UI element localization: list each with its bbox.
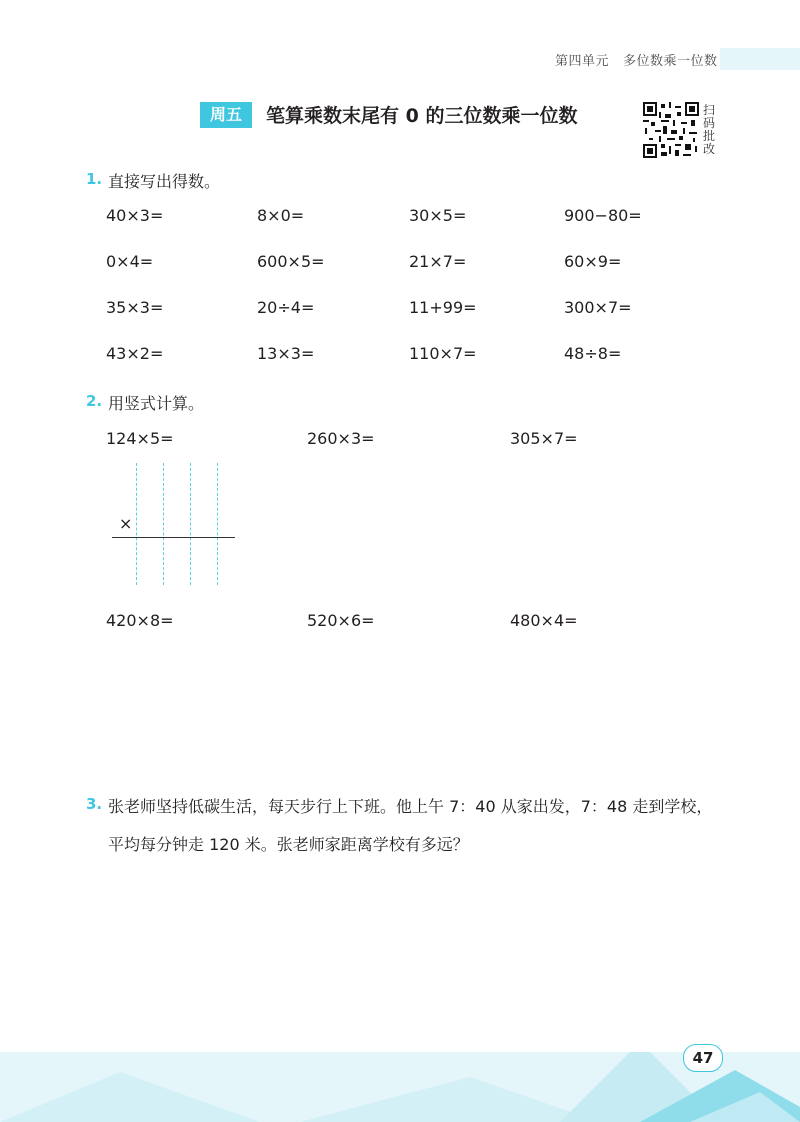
- q1-expression: 60×9=: [564, 252, 622, 271]
- page-number: 47: [683, 1044, 723, 1072]
- scan-char: 改: [703, 142, 716, 156]
- q1-expression: 13×3=: [257, 344, 315, 363]
- q1-expression: 300×7=: [564, 298, 632, 317]
- q1-expression: 110×7=: [409, 344, 477, 363]
- multiply-sign: ×: [119, 514, 133, 533]
- question-2-number: 2.: [86, 392, 103, 410]
- q1-expression: 20÷4=: [257, 298, 315, 317]
- header-accent-strip: [720, 48, 800, 70]
- q1-expression: 48÷8=: [564, 344, 622, 363]
- qr-code-icon[interactable]: [643, 102, 699, 158]
- q2-expression: 124×5=: [106, 429, 174, 448]
- q1-expression: 600×5=: [257, 252, 325, 271]
- q1-expression: 21×7=: [409, 252, 467, 271]
- q1-expression: 40×3=: [106, 206, 164, 225]
- running-header: [555, 50, 732, 69]
- unit-label: 第四单元: [555, 54, 610, 69]
- footer-decoration: [0, 1052, 800, 1122]
- q1-expression: 35×3=: [106, 298, 164, 317]
- q1-expression: 30×5=: [409, 206, 467, 225]
- q1-expression: 900−80=: [564, 206, 642, 225]
- question-2-prompt: 用竖式计算。: [108, 394, 205, 413]
- column-guide-line: [136, 463, 137, 585]
- q2-expression: 420×8=: [106, 611, 174, 630]
- calculation-rule-line: [112, 537, 235, 538]
- topic-label: 多位数乘一位数: [623, 54, 718, 69]
- column-guide-line: [190, 463, 191, 585]
- scan-char: 批: [703, 129, 716, 143]
- q1-expression: 8×0=: [257, 206, 305, 225]
- q2-expression: 260×3=: [307, 429, 375, 448]
- scan-to-grade-label: [703, 104, 717, 156]
- column-guide-line: [163, 463, 164, 585]
- q2-expression: 520×6=: [307, 611, 375, 630]
- question-1-number: 1.: [86, 170, 103, 188]
- column-guide-line: [217, 463, 218, 585]
- lesson-title: 笔算乘数末尾有 0 的三位数乘一位数: [266, 105, 578, 127]
- scan-char: 扫: [703, 103, 716, 117]
- question-1-prompt: 直接写出得数。: [108, 172, 221, 191]
- q2-expression: 305×7=: [510, 429, 578, 448]
- q1-expression: 11+99=: [409, 298, 477, 317]
- day-badge: 周五: [200, 102, 252, 128]
- question-3-line-2: 平均每分钟走 120 米。张老师家距离学校有多远？: [108, 835, 469, 854]
- q2-expression: 480×4=: [510, 611, 578, 630]
- q1-expression: 43×2=: [106, 344, 164, 363]
- question-3-number: 3.: [86, 795, 103, 813]
- scan-char: 码: [703, 116, 716, 130]
- question-3-line-1: 张老师坚持低碳生活，每天步行上下班。他上午 7：40 从家出发，7：48 走到学校，: [108, 797, 713, 816]
- q1-expression: 0×4=: [106, 252, 154, 271]
